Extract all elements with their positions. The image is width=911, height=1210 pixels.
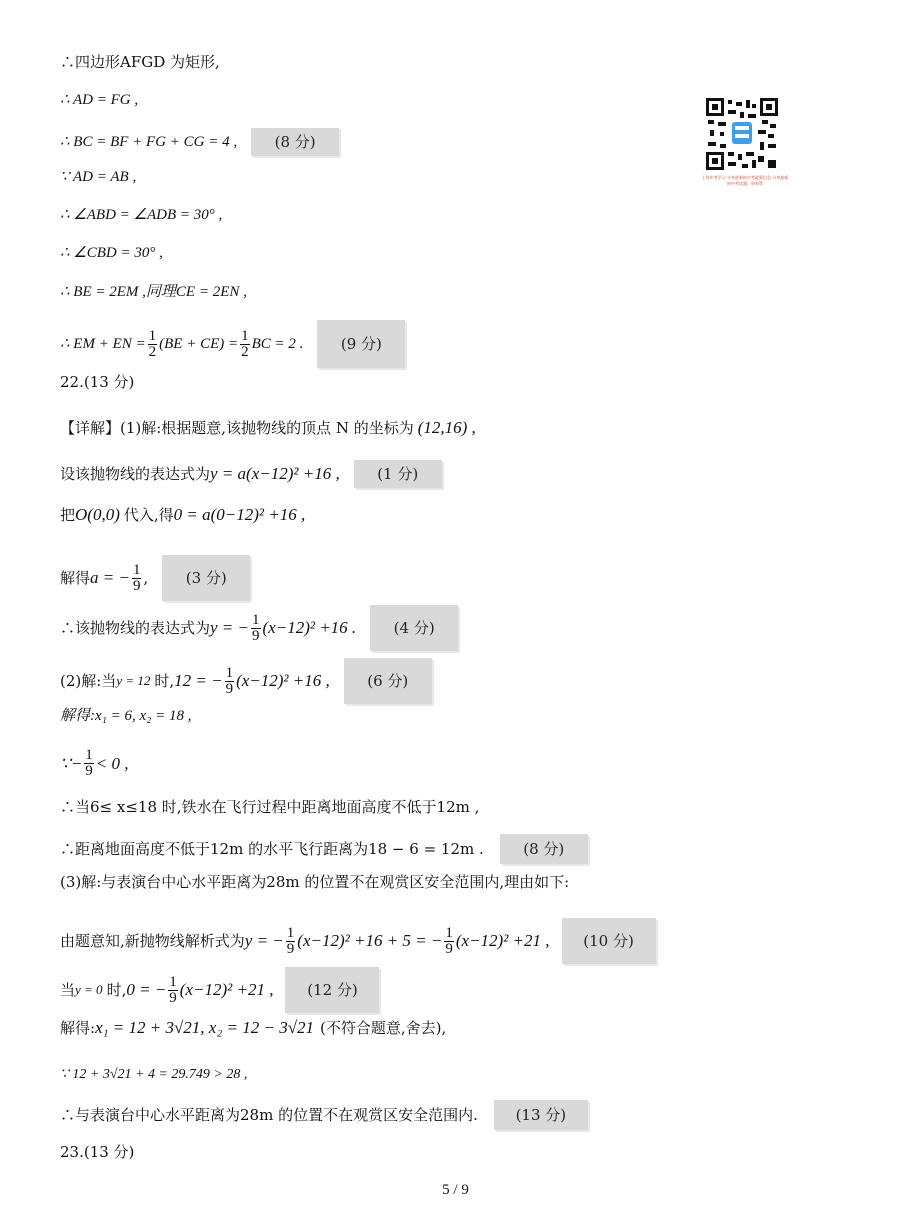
frac-num: 1 bbox=[169, 973, 177, 990]
line-detail-8 bbox=[60, 748, 129, 779]
text: 设该抛物线的表达式为 bbox=[60, 465, 211, 483]
score-badge: (8 分) bbox=[500, 834, 588, 864]
eq: x₁ = 12 + 3√21, x₂ = 12 − 3√21 bbox=[95, 1018, 315, 1037]
line-detail-13 bbox=[60, 967, 379, 1013]
frac-num: 1 bbox=[286, 924, 295, 941]
frac-den: 9 bbox=[445, 940, 453, 957]
eq-part: ∴ EM + EN = bbox=[60, 336, 146, 352]
frac-den: 9 bbox=[225, 680, 234, 697]
eq: (x−12)² +21 , bbox=[179, 980, 274, 999]
text: 解得: bbox=[60, 1019, 96, 1037]
line-detail-9: ∴当6≤ x≤18 时,铁水在飞行过程中距离地面高度不低于12m , bbox=[60, 798, 480, 816]
line-detail-3 bbox=[60, 505, 305, 525]
line-detail-16 bbox=[60, 1100, 588, 1130]
line-detail-2 bbox=[60, 460, 442, 488]
eq: ∵− bbox=[60, 753, 83, 773]
text: ∴与表演台中心水平距离为28m 的位置不在观赏区安全范围内. bbox=[60, 1106, 478, 1124]
frac-den: 2 bbox=[148, 343, 157, 360]
eq-part: (BE + CE) = bbox=[159, 336, 239, 352]
frac-den: 9 bbox=[169, 989, 177, 1006]
score-badge: (6 分) bbox=[344, 658, 432, 704]
eq-bc: ∴ BC = BF + FG + CG = 4 , bbox=[60, 134, 238, 150]
fraction bbox=[444, 926, 454, 957]
score-badge: (4 分) bbox=[370, 605, 458, 651]
fraction bbox=[240, 329, 250, 360]
eq: (x−12)² +16 + 5 = − bbox=[297, 931, 443, 950]
text: (不符合题意,舍去), bbox=[320, 1019, 447, 1037]
fraction bbox=[84, 748, 94, 779]
fraction bbox=[148, 329, 158, 360]
text: , bbox=[143, 569, 149, 587]
frac-num: 1 bbox=[252, 611, 260, 628]
fraction bbox=[286, 926, 296, 957]
text: (2)解:当 bbox=[60, 672, 117, 690]
line-detail-15: ∵ 12 + 3√21 + 4 = 29.749 > 28 , bbox=[60, 1067, 248, 1082]
text: 时, bbox=[154, 672, 175, 690]
score-badge: (9 分) bbox=[317, 320, 405, 368]
line-angle-abd: ∴ ∠ABD = ∠ADB = 30° , bbox=[60, 207, 223, 223]
frac-den: 2 bbox=[241, 343, 249, 360]
line-detail-14 bbox=[60, 1018, 446, 1038]
text: 代入,得 bbox=[123, 506, 174, 524]
question-22-heading: 22.(13 分) bbox=[60, 373, 135, 391]
score-badge: (10 分) bbox=[562, 918, 656, 964]
text: 时, bbox=[106, 981, 127, 999]
frac-num: 1 bbox=[241, 327, 249, 344]
frac-den: 9 bbox=[286, 940, 295, 957]
line-bc bbox=[60, 128, 339, 156]
line-ad-fg: ∴ AD = FG , bbox=[60, 92, 139, 108]
eq: 0 = − bbox=[126, 980, 167, 999]
line-detail-7: 解得:x₁ = 6, x₂ = 18 , bbox=[60, 708, 192, 724]
line-rectangle: ∴四边形AFGD 为矩形, bbox=[60, 53, 220, 71]
line-detail-6 bbox=[60, 658, 432, 704]
eq: (x−12)² +21 , bbox=[455, 931, 550, 950]
frac-num: 1 bbox=[445, 924, 453, 941]
line-detail-11: (3)解:与表演台中心水平距离为28m 的位置不在观赏区安全范围内,理由如下: bbox=[60, 873, 570, 891]
eq: y = 12 bbox=[116, 673, 151, 688]
point-o: O(0,0) bbox=[75, 505, 120, 524]
eq: (x−12)² +16 , bbox=[236, 671, 330, 690]
eq: y = − bbox=[210, 618, 250, 637]
eq: < 0 , bbox=[95, 753, 129, 773]
question-23-heading: 23.(13 分) bbox=[60, 1143, 135, 1161]
text: 【详解】(1)解:根据题意,该抛物线的顶点 N 的坐标为 bbox=[60, 419, 414, 437]
eq: y = 0 bbox=[75, 982, 103, 997]
frac-den: 9 bbox=[252, 627, 260, 644]
eq: 12 = − bbox=[174, 671, 223, 690]
fraction bbox=[251, 613, 261, 644]
fraction bbox=[168, 975, 178, 1006]
eq: (x−12)² +16 . bbox=[262, 618, 357, 637]
text: ∴该抛物线的表达式为 bbox=[60, 619, 211, 637]
text: 当 bbox=[60, 981, 76, 999]
line-detail-12 bbox=[60, 918, 656, 964]
fraction bbox=[225, 666, 235, 697]
line-detail-5 bbox=[60, 605, 458, 651]
score-badge: (12 分) bbox=[285, 967, 379, 1013]
page-number: 5 / 9 bbox=[442, 1182, 469, 1198]
frac-num: 1 bbox=[85, 747, 93, 763]
qr-code-icon bbox=[706, 98, 778, 170]
fraction bbox=[132, 563, 142, 594]
score-badge: (13 分) bbox=[494, 1100, 588, 1130]
frac-num: 1 bbox=[132, 561, 141, 578]
text: 解得 bbox=[60, 569, 91, 587]
frac-num: 1 bbox=[148, 327, 157, 344]
frac-num: 1 bbox=[225, 664, 234, 681]
line-detail-10 bbox=[60, 834, 588, 864]
line-ad-ab: ∵ AD = AB , bbox=[60, 169, 137, 185]
frac-den: 9 bbox=[85, 763, 93, 779]
eq-part: BC = 2 . bbox=[251, 336, 304, 352]
line-detail-4 bbox=[60, 555, 250, 601]
line-be-em: ∴ BE = 2EM ,同理CE = 2EN , bbox=[60, 284, 247, 300]
line-angle-cbd: ∴ ∠CBD = 30° , bbox=[60, 245, 163, 261]
qr-caption: 上岗中考学习 分享最新的中考政策信息 分享最新的中考试题、资料等 bbox=[701, 175, 789, 186]
eq: 0 = a(0−12)² +16 , bbox=[173, 505, 306, 524]
vertex-coord: (12,16) , bbox=[417, 418, 476, 437]
score-badge: (8 分) bbox=[251, 128, 339, 156]
score-badge: (3 分) bbox=[162, 555, 250, 601]
frac-den: 9 bbox=[132, 577, 141, 594]
eq: y = a(x−12)² +16 , bbox=[210, 464, 340, 483]
eq: y = − bbox=[244, 931, 284, 950]
text: ∴距离地面高度不低于12m 的水平飞行距离为18 − 6 = 12m . bbox=[60, 840, 484, 858]
line-em-en bbox=[60, 320, 405, 368]
line-detail-1 bbox=[60, 418, 476, 438]
score-badge: (1 分) bbox=[354, 460, 442, 488]
text: 把 bbox=[60, 506, 76, 524]
eq: a = − bbox=[90, 568, 130, 587]
text: 由题意知,新抛物线解析式为 bbox=[60, 932, 245, 950]
